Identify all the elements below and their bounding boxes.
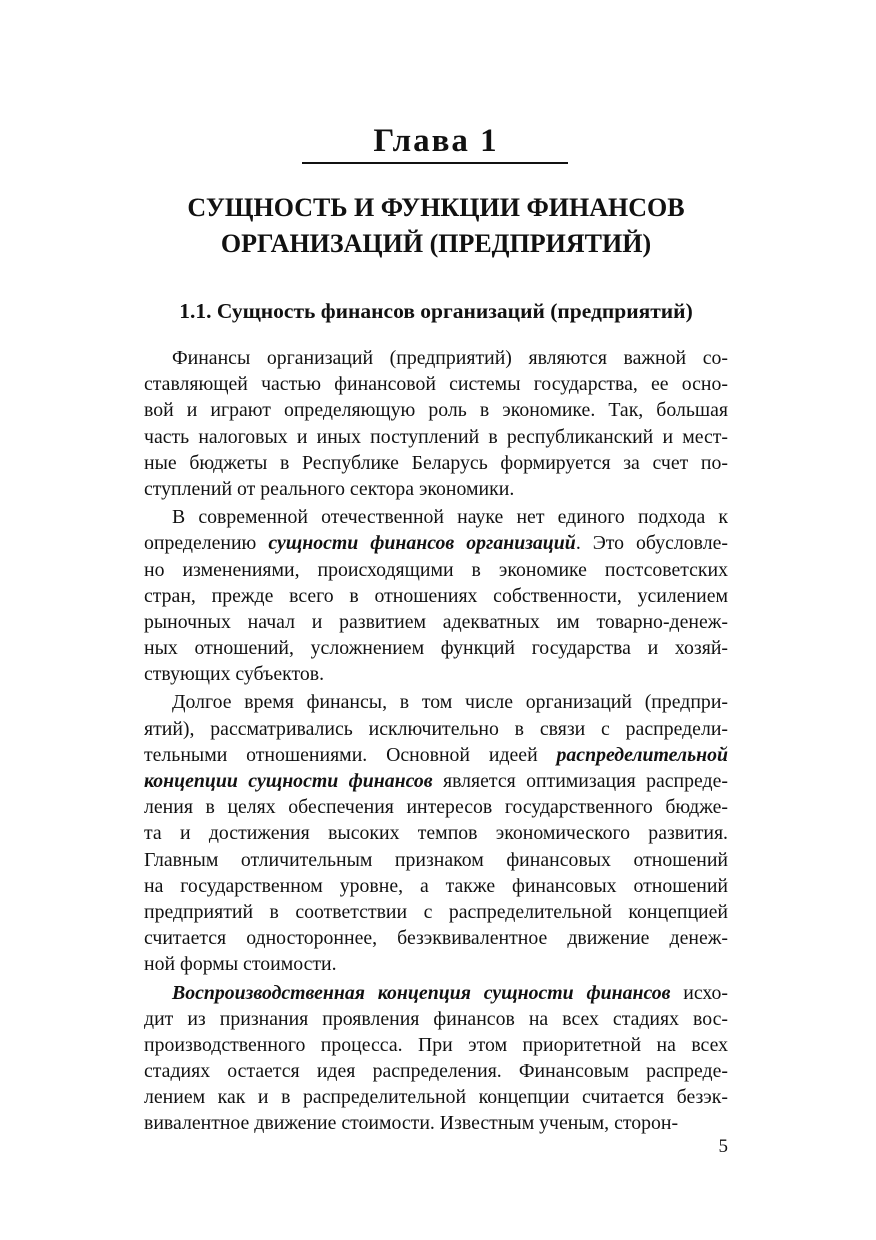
chapter-label: Глава 1 — [373, 123, 499, 159]
text-segment: стадиях остается идея распределения. Финансовым распреде- — [144, 1060, 728, 1083]
text-segment: ных отношений, усложнением функций государства и хозяй- — [144, 637, 728, 660]
text-line — [144, 1110, 728, 1136]
text-segment: та и достижения высоких темпов экономического развития. — [144, 822, 728, 845]
text-line — [144, 583, 728, 609]
text-line — [144, 925, 728, 951]
text-line — [144, 951, 728, 977]
text-line — [144, 847, 728, 873]
page-number: 5 — [718, 1136, 728, 1157]
emphasis-term: Воспроизводственная концепция сущности финансов — [172, 981, 671, 1004]
chapter-title-line: ОРГАНИЗАЦИЙ (ПРЕДПРИЯТИЙ) — [220, 229, 652, 258]
chapter-title — [144, 190, 728, 262]
text-line — [144, 689, 728, 715]
emphasis-term: концепции сущности финансов — [144, 770, 433, 792]
text-segment: вивалентное движение стоимости. Известным ученым, сторон- — [144, 1112, 679, 1135]
text-segment: предприятий в соответствии с распределительной концепцией — [144, 900, 728, 923]
chapter-title-line: СУЩНОСТЬ И ФУНКЦИИ ФИНАНСОВ — [187, 193, 685, 222]
text-line — [144, 1058, 728, 1084]
chapter-rule — [302, 162, 568, 164]
text-segment: считается одностороннее, безэквивалентное движение денеж- — [144, 927, 728, 950]
body-text — [144, 345, 728, 1137]
text-line — [144, 635, 728, 661]
text-segment: на государственном уровне, а также финансовых отношений — [144, 874, 728, 897]
text-segment: ления в целях обеспечения интересов государственного бюдже- — [144, 796, 728, 819]
text-segment: часть налоговых и иных поступлений в республиканский и мест- — [144, 425, 728, 448]
text-line — [144, 873, 728, 899]
text-segment: вой и играют определяющую роль в экономике. Так, большая — [144, 399, 728, 422]
text-line — [144, 1006, 728, 1032]
text-line — [144, 1032, 728, 1058]
text-line — [144, 980, 728, 1006]
text-line — [144, 794, 728, 820]
text-line — [144, 609, 728, 635]
text-line — [144, 371, 728, 397]
emphasis-term: сущности финансов организаций — [268, 532, 576, 555]
text-segment: является оптимизация распреде- — [432, 770, 728, 792]
text-line — [144, 557, 728, 583]
text-line — [144, 716, 728, 742]
section-heading: 1.1. Сущность финансов организаций (предприятий) — [179, 299, 693, 323]
text-segment: тельными отношениями. Основной идеей — [144, 743, 557, 766]
text-segment: . Это обусловле- — [575, 532, 728, 555]
text-line — [144, 345, 728, 371]
text-segment: производственного процесса. При этом приоритетной на всех — [144, 1033, 728, 1056]
text-segment: ной формы стоимости. — [144, 953, 337, 976]
text-line — [144, 504, 728, 530]
text-line — [144, 1084, 728, 1110]
text-segment: ятий), рассматривались исключительно в связи с распредели- — [144, 717, 728, 740]
text-segment: В современной отечественной науке нет единого подхода к — [172, 506, 728, 529]
text-segment: Долгое время финансы, в том числе организаций (предпри- — [172, 691, 728, 714]
text-line — [144, 768, 728, 794]
text-line — [144, 820, 728, 846]
text-segment: рыночных начал и развитием адекватных им товарно-денеж- — [144, 610, 728, 633]
text-line — [144, 742, 728, 768]
text-line — [144, 530, 728, 556]
text-line — [144, 476, 728, 502]
text-segment: лением как и в распределительной концепции считается безэк- — [144, 1086, 728, 1109]
text-line — [144, 424, 728, 450]
text-segment: Главным отличительным признаком финансовых отношений — [144, 848, 728, 871]
text-segment: дит из признания проявления финансов на всех стадиях вос- — [144, 1007, 728, 1030]
text-line — [144, 450, 728, 476]
text-segment: определению — [144, 532, 269, 555]
text-segment: исхо- — [670, 981, 729, 1004]
text-segment: ствующих субъектов. — [144, 663, 325, 686]
text-line — [144, 899, 728, 925]
text-line — [144, 397, 728, 423]
text-segment: но изменениями, происходящими в экономике постсоветских — [144, 558, 728, 581]
text-segment: ступлений от реального сектора экономики. — [144, 477, 515, 500]
text-segment: ные бюджеты в Республике Беларусь формируется за счет по- — [144, 451, 728, 474]
text-segment: ставляющей частью финансовой системы государства, ее осно- — [144, 373, 728, 396]
book-page — [144, 0, 728, 1240]
text-line — [144, 661, 728, 687]
text-segment: Финансы организаций (предприятий) являются важной со- — [172, 347, 728, 369]
emphasis-term: распределительной — [556, 743, 728, 766]
text-segment: стран, прежде всего в отношениях собственности, усилением — [144, 584, 728, 607]
